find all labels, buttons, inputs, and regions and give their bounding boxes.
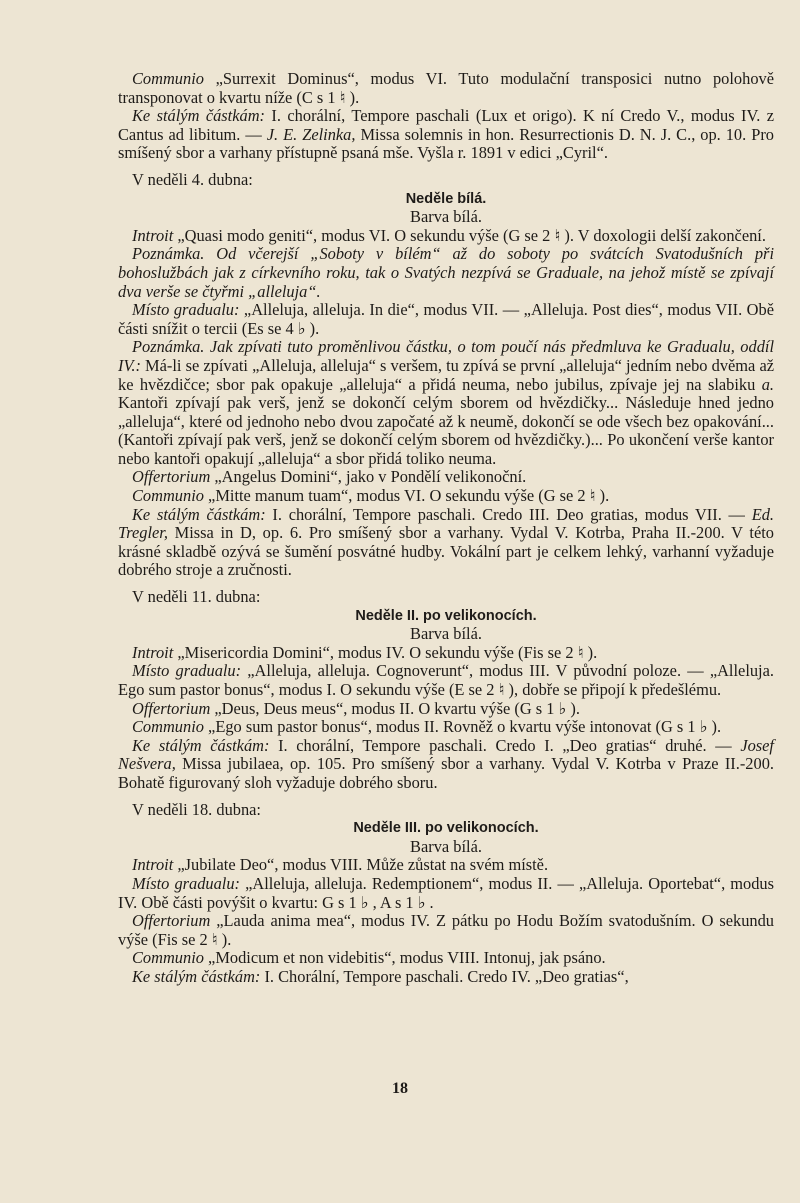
- label-gradual: Místo gradualu:: [132, 873, 241, 893]
- introit-paragraph: [118, 856, 774, 875]
- note-paragraph: [118, 245, 774, 301]
- communio-text: „Mitte manum tuam“, modus VI. O sekundu výše (G se 2 ♮ ).: [203, 486, 610, 506]
- offertorium-text: „Deus, Deus meus“, modus II. O kvartu výše (G s 1 ♭ ).: [210, 698, 580, 718]
- communio-paragraph: [118, 70, 774, 107]
- date-heading: V neděli 11. dubna:: [132, 587, 261, 607]
- stale-castky-paragraph: [118, 107, 774, 163]
- sunday-title: Neděle bílá.: [405, 190, 487, 207]
- label-introit: Introit: [132, 855, 174, 875]
- composer-name: J. E. Zelinka,: [266, 124, 356, 144]
- note-paragraph: [118, 338, 774, 468]
- label-introit: Introit: [132, 225, 174, 245]
- label-communio: Communio: [132, 486, 204, 506]
- label-introit: Introit: [132, 642, 174, 662]
- liturgical-color: Barva bílá.: [410, 624, 482, 644]
- page-text: [118, 70, 774, 987]
- note-text: Poznámka. Od včerejší „Soboty v bílém“ až do soboty po svátcích Svatodušních při bohoslužbách jak z církevního roku, tak o Svatých nezpívá se Graduale, na jehož místě se zpívají dva verše se čtyřmi „alleluja“.: [118, 244, 774, 301]
- composer-name: Ed. Tregler,: [118, 504, 774, 543]
- introit-text: „Misericordia Domini“, modus IV. O sekundu výše (Fis se 2 ♮ ).: [173, 642, 598, 662]
- stale-castky-text: I. chorální, Tempore paschali (Lux et origo). K ní Credo V., modus IV. z Cantus ad libitum. —: [118, 106, 774, 144]
- note-heading: Poznámka. Jak zpívati tuto proměnlivou částku, o tom poučí nás předmluva ke Gradualu, oddíl IV.:: [118, 337, 774, 375]
- offertorium-text: „Angelus Domini“, jako v Pondělí velikonoční.: [210, 467, 527, 487]
- label-stale-castky: Ke stálým částkám:: [132, 735, 270, 755]
- stale-castky-text: I. chorální, Tempore paschali. Credo I. „Deo gratias“ druhé. —: [269, 735, 741, 755]
- stale-castky-text: I. chorální, Tempore paschali. Credo III. Deo gratias, modus VII. —: [265, 504, 752, 524]
- note-text-continued: Kantoři zpívají pak verš, jenž se dokončí celým sborem od hvězdičky... Následuje hned jedno „alleluja“, které od jednoho nebo dvou započaté až k neumě, dokončí se ode všech bez opakování... (Kantoři zpívají pak verš, jenž se dokončí celým sborem od hvězdičky.)... Po ukončení verše kantor nebo kantoři opakují „alleluja“ a sbor přidá toliko neuma.: [118, 393, 774, 468]
- note-text: Má-li se zpívati „Alleluja, alleluja“ s veršem, tu zpívá se první „alleluja“ jedním nebo dvěma až ke hvězdičce; sbor pak opakuje „alleluja“ a přidá neuma, nebo jubilus, zpívaje jej na slabiku: [118, 355, 774, 394]
- page-number: 18: [392, 1080, 408, 1097]
- offertorium-text: „Lauda anima mea“, modus IV. Z pátku po Hodu Božím svatodušním. O sekundu výše (Fis se 2 ♮ ).: [118, 911, 774, 949]
- date-heading: V neděli 4. dubna:: [132, 169, 253, 189]
- gradual-text: „Alleluja, alleluja. Cognoverunt“, modus III. V původní poloze. — „Alleluja. Ego sum pastor bonus“, modus I. O sekundu výše (E se 2 ♮ ), dobře se připojí k předešlému.: [118, 661, 774, 699]
- stale-castky-paragraph: [118, 737, 774, 793]
- communio-text: „Ego sum pastor bonus“, modus II. Rovněž o kvartu výše intonovat (G s 1 ♭ ).: [203, 717, 722, 737]
- label-communio: Communio: [132, 948, 204, 968]
- introit-paragraph: [118, 644, 774, 663]
- label-gradual: Místo gradualu:: [132, 661, 242, 681]
- offertorium-paragraph: [118, 700, 774, 719]
- gradual-paragraph: [118, 875, 774, 912]
- mass-description: Missa in D, op. 6. Pro smíšený sbor a varhany. Vydal V. Kotrba, Praha II.-200. V této krásné skladbě ozývá se šumění posvátné hudby. Vokální part je celkem lehký, varhanní vyžaduje dobrého stroje a zručnosti.: [118, 523, 774, 580]
- label-communio: Communio: [132, 69, 204, 88]
- label-stale-castky: Ke stálým částkám:: [132, 966, 261, 986]
- mass-description: Missa jubilaea, op. 105. Pro smíšený sbor a varhany. Vydal V. Kotrba v Praze II.-200. Bohatě figurovaný sloh vyžaduje dobrého sboru.: [118, 754, 774, 792]
- label-stale-castky: Ke stálým částkám:: [132, 106, 266, 126]
- gradual-paragraph: [118, 662, 774, 699]
- sunday-title: Neděle III. po velikonocích.: [353, 820, 539, 837]
- communio-paragraph: [118, 949, 774, 968]
- communio-text: „Surrexit Dominus“, modus VI. Tuto modulační transposici nutno polohově transponovat o kvartu níže (C s 1 ♮ ).: [118, 69, 774, 107]
- gradual-text: „Alleluja, alleluja. Redemptionem“, modus II. — „Alleluja. Oportebat“, modus IV. Obě části povýšit o kvartu: G s 1 ♭ , A s 1 ♭ .: [118, 873, 774, 912]
- stale-castky-text: I. Chorální, Tempore paschali. Credo IV. „Deo gratias“,: [260, 966, 629, 986]
- label-communio: Communio: [132, 717, 204, 737]
- communio-text: „Modicum et non videbitis“, modus VIII. Intonuj, jak psáno.: [203, 948, 606, 968]
- stale-castky-paragraph: [118, 506, 774, 580]
- introit-text: „Quasi modo geniti“, modus VI. O sekundu výše (G se 2 ♮ ). V doxologii delší zakončení.: [173, 225, 766, 245]
- communio-paragraph: [118, 718, 774, 737]
- stale-castky-paragraph: [118, 968, 774, 987]
- label-offertorium: Offertorium: [132, 911, 211, 931]
- sunday-title: Neděle II. po velikonocích.: [355, 607, 537, 624]
- composer-name: Josef Nešvera,: [118, 735, 774, 774]
- offertorium-paragraph: [118, 912, 774, 949]
- introit-paragraph: [118, 227, 774, 246]
- offertorium-paragraph: [118, 468, 774, 487]
- communio-paragraph: [118, 487, 774, 506]
- label-gradual: Místo gradualu:: [132, 300, 240, 320]
- label-stale-castky: Ke stálým částkám:: [132, 504, 266, 524]
- gradual-paragraph: [118, 301, 774, 338]
- date-heading: V neděli 18. dubna:: [132, 799, 261, 819]
- mass-description: Missa solemnis in hon. Resurrectionis D. N. J. C., op. 10. Pro smíšený sbor a varhany přístupně psaná mše. Vyšla r. 1891 v edici „Cyril“.: [118, 124, 774, 163]
- syllable: a.: [761, 374, 774, 394]
- label-offertorium: Offertorium: [132, 698, 211, 718]
- liturgical-color: Barva bílá.: [410, 836, 482, 856]
- liturgical-color: Barva bílá.: [410, 207, 482, 227]
- introit-text: „Jubilate Deo“, modus VIII. Může zůstat na svém místě.: [173, 855, 549, 875]
- gradual-text: „Alleluja, alleluja. In die“, modus VII. — „Alleluja. Post dies“, modus VII. Obě části snížit o tercii (Es se 4 ♭ ).: [118, 300, 774, 338]
- label-offertorium: Offertorium: [132, 467, 211, 487]
